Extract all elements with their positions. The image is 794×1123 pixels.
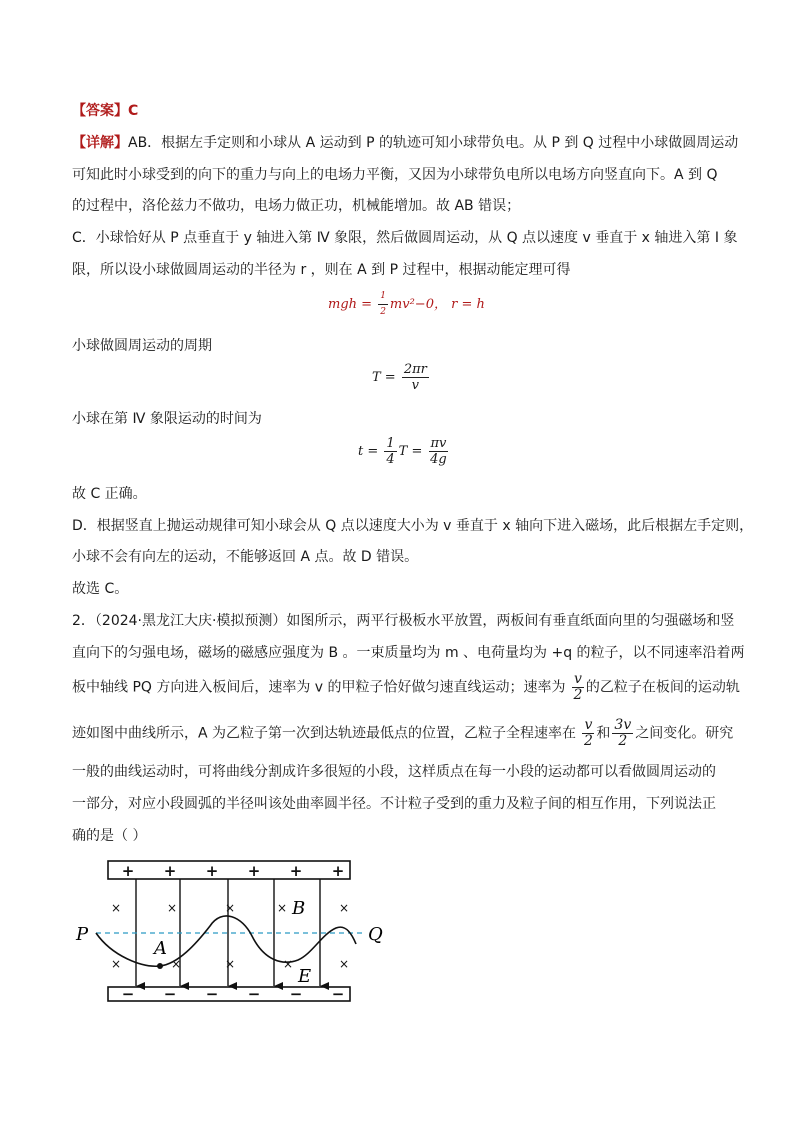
fraction-v-half-2: $\frac{v}{2}$: [583, 717, 593, 749]
cross-mark: ×: [338, 957, 350, 971]
answer-line: [72, 101, 138, 121]
c-correct: 故 C 正确。: [72, 486, 147, 502]
top-plate: [108, 861, 350, 879]
minus-sign: −: [121, 985, 135, 1003]
minus-sign: −: [163, 985, 177, 1003]
label-e: E: [298, 966, 312, 987]
fraction-period: $\frac{2\pi r}{v}$: [403, 362, 427, 393]
detail-line-1: [72, 133, 738, 153]
equation-energy: [328, 289, 485, 320]
cross-mark: ×: [276, 901, 288, 915]
detail-d-line-1: D．根据竖直上抛运动规律可知小球会从 Q 点以速度大小为 v 垂直于 x 轴向下进入磁场，此后根据左手定则，: [72, 518, 754, 534]
cross-mark: ×: [166, 901, 178, 915]
label-b: B: [292, 898, 306, 919]
fraction-3v-half: $\frac{3v}{2}$: [614, 717, 632, 749]
label-q: Q: [368, 924, 383, 945]
cross-mark: ×: [338, 901, 350, 915]
q2-line-7: 确的是（ ）: [72, 828, 147, 844]
detail-c-line-2: 限，所以设小球做圆周运动的半径为 r ，则在 A 到 P 过程中，根据动能定理可得: [72, 262, 571, 278]
answer-value: C: [128, 103, 139, 119]
cross-mark: ×: [170, 957, 182, 971]
cross-mark: ×: [224, 957, 236, 971]
equation-time: t = $\frac{1}{4}$ T = $\frac{\pi v}{4g}$: [358, 436, 447, 467]
capacitor-field-diagram: [72, 856, 392, 1006]
plus-sign: +: [163, 862, 177, 880]
q2-line-4: 迹如图中曲线所示，A 为乙粒子第一次到达轨迹最低点的位置，乙粒子全程速率在 $\frac{v}{2}$ 和 $\frac{3v}{2}$ 之间变化。研究: [72, 717, 734, 749]
label-a: A: [154, 938, 167, 959]
magnetic-field-crosses: [111, 901, 349, 971]
q2-line-6: 一部分，对应小段圆弧的半径叫该处曲率圆半径。不计粒子受到的重力及粒子间的相互作用，下列说法正: [72, 796, 716, 812]
cross-mark: ×: [282, 957, 294, 971]
detail-d-line-2: 小球不会有向左的运动，不能够返回 A 点。故 D 错误。: [72, 549, 419, 565]
point-a-dot: [157, 963, 163, 969]
fraction-time: $\frac{\pi v}{4g}$: [430, 436, 447, 467]
plus-sign: +: [289, 862, 303, 880]
detail-line-2: 可知此时小球受到的向下的重力与向上的电场力平衡，又因为小球带负电所以电场方向竖直向下。A 到 Q: [72, 167, 718, 183]
detail-c-line-1: C．小球恰好从 P 点垂直于 y 轴进入第 Ⅳ 象限，然后做圆周运动，从 Q 点以速度 v 垂直于 x 轴进入第 Ⅰ 象: [72, 230, 738, 246]
fraction-v-half: $\frac{v}{2}$: [573, 671, 583, 703]
minus-sign: −: [331, 985, 345, 1003]
plus-sign: +: [205, 862, 219, 880]
fraction-half: $\frac{1}{2}$: [380, 291, 386, 317]
minus-sign: −: [289, 985, 303, 1003]
bottom-plate: [108, 987, 350, 1001]
equation-period: T = $\frac{2\pi r}{v}$: [372, 362, 427, 393]
detail-line-3: 的过程中，洛伦兹力不做功，电场力做正功，机械能增加。故 AB 错误；: [72, 198, 521, 214]
cross-mark: ×: [110, 901, 122, 915]
q2-line-5: 一般的曲线运动时，可将曲线分割成许多很短的小段，这样质点在每一小段的运动都可以看做圆周运动的: [72, 764, 716, 780]
cross-mark: ×: [110, 957, 122, 971]
q2-line-2: 直向下的匀强电场，磁场的磁感应强度为 B 。一束质量均为 m 、电荷量均为 +q 的粒子，以不同速率沿着两: [72, 645, 745, 661]
q2-line-3: 板中轴线 PQ 方向进入板间后，速率为 v 的甲粒子恰好做匀速直线运动；速率为 $\frac{v}{2}$ 的乙粒子在板间的运动轨: [72, 671, 740, 703]
fraction-quarter: $\frac{1}{4}$: [386, 436, 395, 467]
q2-line-1: 2．（2024·黑龙江大庆·模拟预测）如图所示，两平行极板水平放置，两板间有垂直纸面向里的匀强磁场和竖: [72, 613, 735, 629]
time-text: 小球在第 Ⅳ 象限运动的时间为: [72, 411, 262, 427]
plus-sign: +: [331, 862, 345, 880]
label-p: P: [76, 924, 89, 945]
eq1-right: mv²−0， r = h: [389, 297, 485, 312]
answer-label: 【答案】: [72, 103, 128, 119]
cross-mark: ×: [224, 901, 236, 915]
minus-sign: −: [247, 985, 261, 1003]
choose-line: 故选 C。: [72, 581, 129, 597]
plus-sign: +: [247, 862, 261, 880]
detail-p1-lead: AB．根据左手定则和小球从 A 运动到 P 的轨迹可知小球带负电。从 P 到 Q 过程中小球做圆周运动: [128, 135, 739, 151]
eq1-left: mgh =: [328, 297, 373, 312]
plus-sign: +: [121, 862, 135, 880]
minus-sign: −: [205, 985, 219, 1003]
detail-label: 【详解】: [72, 135, 128, 151]
period-text: 小球做圆周运动的周期: [72, 338, 212, 354]
